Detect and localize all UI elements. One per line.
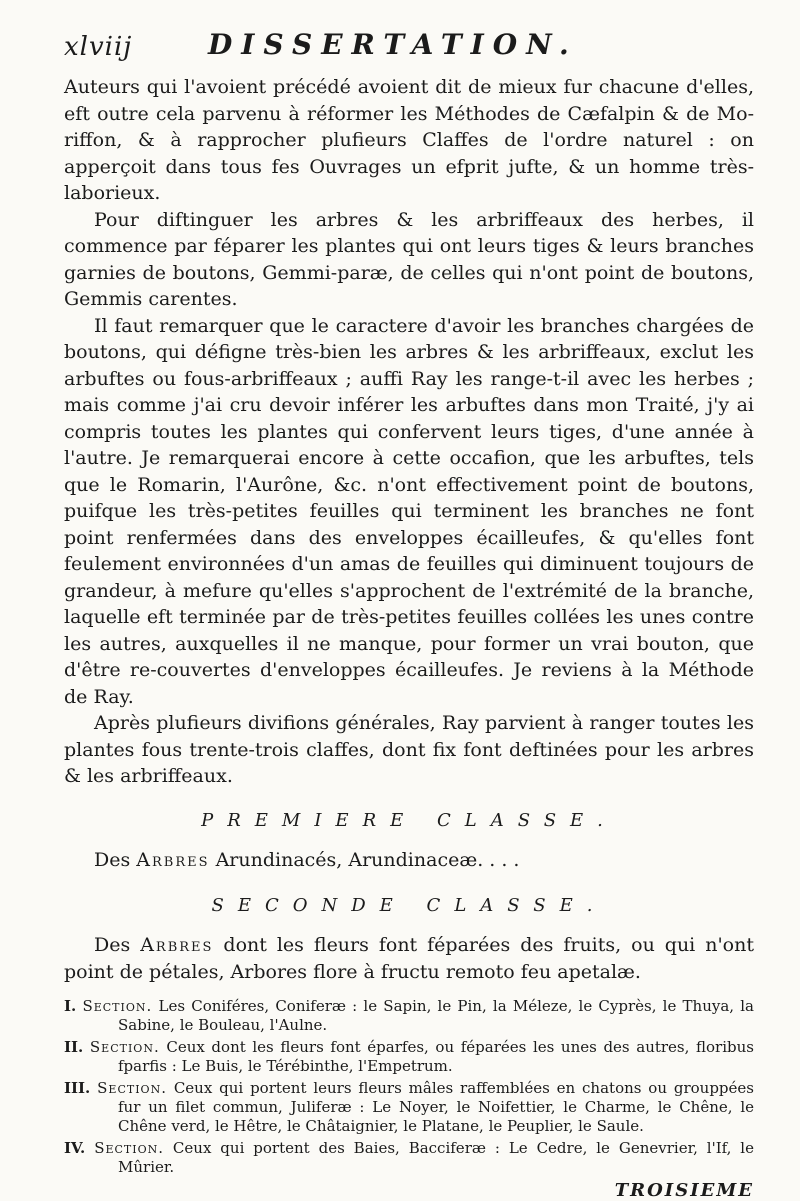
section-item: [64, 1079, 754, 1136]
first-class-lead: Des: [94, 848, 131, 871]
catchword: TROISIEME: [614, 1180, 754, 1201]
first-class-word: Arbres: [136, 848, 210, 871]
paragraph-1: Auteurs qui l'avoient précédé avoient dit de mieux fur chacune d'elles, eft outre cela parvenu à réformer les Méthodes de Cæfalpin & de Mo-riffon, & à rapprocher plufieurs Claffes de l'ordre naturel : on apperçoit dans tous fes Ouvrages un efprit jufte, & un homme très-laborieux.: [64, 76, 754, 204]
paragraph-2: Pour diftinguer les arbres & les arbriffeaux des herbes, il commence par féparer les plantes qui ont leurs tiges & leurs branches garnies de boutons, Gemmi-paræ, de celles qui n'ont point de boutons, Gemmis carentes.: [64, 208, 754, 310]
section-text: Ceux dont les fleurs font éparfes, ou féparées les unes des autres, floribus fparfis : Le Buis, le Térébinthe, l'Empetrum.: [118, 1038, 754, 1075]
section-number: III.: [64, 1079, 91, 1097]
page-body: [64, 74, 754, 1201]
page-header: [64, 28, 754, 68]
section-label: Section.: [82, 997, 153, 1015]
section-number: I.: [64, 997, 77, 1015]
section-number: IV.: [64, 1139, 86, 1157]
section-item: [64, 997, 754, 1035]
second-class-word: Arbres: [140, 934, 214, 956]
paragraph-3: Il faut remarquer que le caractere d'avoir les branches chargées de boutons, qui défigne très-bien les arbres & les arbriffeaux, exclut les arbuftes ou fous-arbriffeaux ; auffi Ray les range-t-il avec les herbes ; mais comme j'ai cru devoir inférer les arbuftes dans mon Traité, j'y ai compris toutes les plantes qui confervent leurs tiges, d'une année à l'autre. Je remarquerai encore à cette occafion, que les arbuftes, tels que le Romarin, l'Aurône, &c. n'ont effectivement point de boutons, puifque les très-petites feuilles qui terminent les branches ne font point renfermées dans des enveloppes écailleufes, & qu'elles font feulement environnées d'un amas de feuilles qui diminuent toujours de grandeur, à mefure qu'elles s'approchent de l'extrémité de la branche, laquelle eft terminée par de très-petites feuilles collées les unes contre les autres, auxquelles il ne manque, pour former un vrai bouton, que d'être re-couvertes d'enveloppes écailleufes. Je reviens à la Méthode de Ray.: [64, 314, 754, 708]
first-class-rest: Arundinacés, Arundinaceæ. . . .: [209, 848, 520, 871]
second-class-rest: dont les fleurs font féparées des fruits, ou qui n'ont point de pétales, Arbores flore à fructu remoto feu apetalæ.: [64, 934, 754, 983]
page-number: xlviij: [64, 32, 133, 62]
section-text: Ceux qui portent leurs fleurs mâles raffemblées en chatons ou grouppées fur un filet commun, Juliferæ : Le Noyer, le Noifettier, le Charme, le Chêne, le Chêne verd, le Hêtre, le Châtaignier, le Platane, le Peuplier, le Saule.: [118, 1079, 754, 1135]
section-item: [64, 1139, 754, 1177]
first-class-heading: PREMIERE CLASSE.: [201, 809, 617, 831]
running-title: DISSERTATION.: [208, 28, 578, 61]
section-label: Section.: [97, 1079, 167, 1097]
paragraph-4: Après plufieurs divifions générales, Ray parvient à ranger toutes les plantes fous trente-trois claffes, dont fix font deftinées pour les arbres & les arbriffeaux.: [64, 712, 754, 787]
second-class-description: [64, 932, 754, 985]
second-class-lead: Des: [94, 934, 131, 956]
first-class-description: [64, 847, 754, 874]
second-class-heading: SECONDE CLASSE.: [211, 895, 607, 916]
section-text: Les Coniféres, Coniferæ : le Sapin, le Pin, la Méleze, le Cyprès, le Thuya, la Sabine, le Bouleau, l'Aulne.: [118, 997, 754, 1034]
section-number: II.: [64, 1038, 84, 1056]
section-label: Section.: [89, 1038, 160, 1056]
section-item: [64, 1038, 754, 1076]
section-label: Section.: [94, 1139, 165, 1157]
section-text: Ceux qui portent des Baies, Bacciferæ : Le Cedre, le Genevrier, l'If, le Mûrier.: [118, 1139, 754, 1176]
section-list: [64, 997, 754, 1177]
